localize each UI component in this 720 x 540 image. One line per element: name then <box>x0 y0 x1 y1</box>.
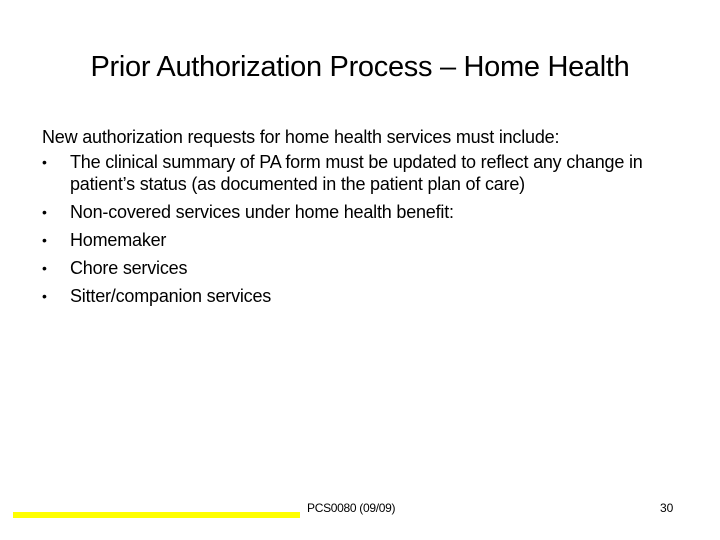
intro-text: New authorization requests for home health services must include: <box>42 127 560 147</box>
footer-document-code: PCS0080 (09/09) <box>307 501 396 515</box>
bullet-text: Non-covered services under home health benefit: <box>70 202 454 222</box>
bullet-item <box>42 285 662 307</box>
bullet-icon: • <box>42 232 47 248</box>
page-number: 30 <box>660 501 674 515</box>
bullet-text: Chore services <box>70 258 188 278</box>
bullet-item <box>42 151 662 195</box>
bullet-text: The clinical summary of PA form must be updated to reflect any change in patient’s status (as documented in the patient plan of care) <box>70 152 643 194</box>
footer-accent-bar <box>13 512 300 518</box>
bullet-text: Sitter/companion services <box>70 286 272 306</box>
bullet-text: Homemaker <box>70 230 167 250</box>
bullet-list <box>42 151 662 307</box>
bullet-icon: • <box>42 154 47 170</box>
bullet-item <box>42 257 662 279</box>
bullet-icon: • <box>42 204 47 220</box>
slide-title: Prior Authorization Process – Home Health <box>90 51 630 83</box>
bullet-item <box>42 201 662 223</box>
bullet-icon: • <box>42 260 47 276</box>
bullet-item <box>42 229 662 251</box>
slide-body <box>42 126 662 313</box>
bullet-icon: • <box>42 288 47 304</box>
